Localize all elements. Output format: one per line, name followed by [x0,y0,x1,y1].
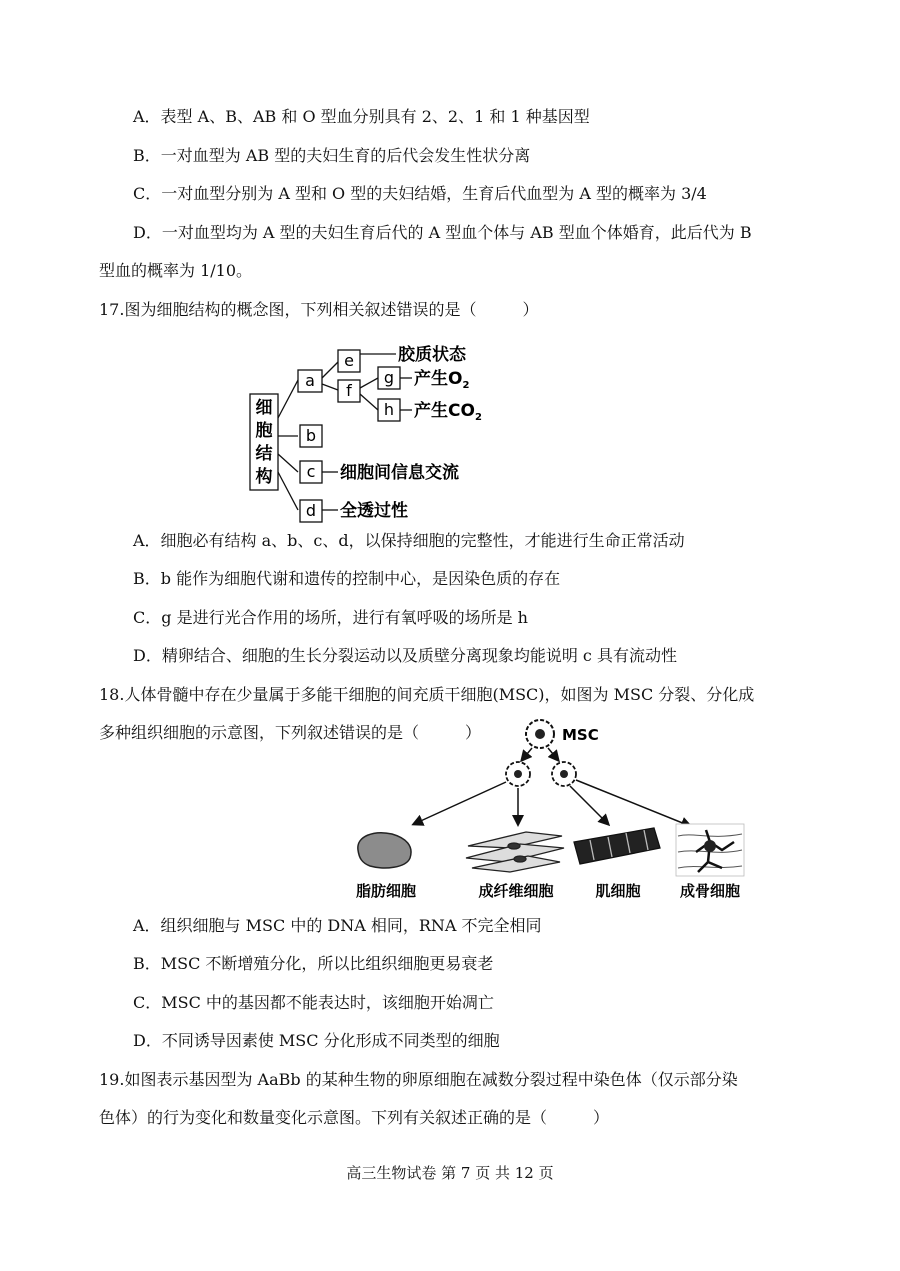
letter-f: f [346,381,352,400]
letter-g: g [383,368,395,387]
q18-stem-line2: 多种组织细胞的示意图，下列叙述错误的是（ ） [99,723,482,742]
root-char-3: 结 [255,444,273,464]
label-muscle-cell: 肌细胞 [595,882,641,900]
letter-b: b [305,426,317,445]
daughter-cell-right-icon [552,762,576,786]
label-h [414,400,482,423]
label-h-text: 产生CO [414,401,475,421]
label-d: 全透过性 [340,501,408,521]
q17-stem: 17.图为细胞结构的概念图，下列相关叙述错误的是（ ） [99,300,539,319]
label-fibroblast: 成纤维细胞 [478,882,554,900]
msc-cell-icon [526,720,554,748]
q16-option-d-line1: D．一对血型均为 A 型的夫妇生育后代的 A 型血个体与 AB 型血个体婚育，此后代为 B [133,223,752,242]
q16-option-d-line2: 型血的概率为 1/10。 [99,261,253,280]
root-char-1: 细 [255,398,273,418]
root-char-4: 构 [255,467,273,487]
q17-option-a: A．细胞必有结构 a、b、c、d，以保持细胞的完整性，才能进行生命正常活动 [133,531,685,550]
letter-c: c [306,462,316,481]
letter-d: d [305,501,317,520]
q16-option-b: B．一对血型为 AB 型的夫妇生育的后代会发生性状分离 [133,146,531,165]
fibroblast-icon [466,832,564,872]
cell-structure-concept-diagram [240,338,520,528]
q18-option-d: D．不同诱导因素使 MSC 分化形成不同类型的细胞 [133,1031,500,1050]
adipocyte-icon [358,833,411,868]
label-e: 胶质状态 [398,345,466,365]
muscle-cell-icon [574,828,660,864]
label-c: 细胞间信息交流 [340,463,459,483]
osteocyte-icon [676,824,744,876]
msc-differentiation-diagram [350,712,770,912]
daughter-cell-left-icon [506,762,530,786]
q16-option-c: C．一对血型分别为 A 型和 O 型的夫妇结婚，生育后代血型为 A 型的概率为 3/4 [133,184,707,203]
msc-label: MSC [562,726,599,744]
q17-option-b: B．b 能作为细胞代谢和遗传的控制中心，是因染色质的存在 [133,569,561,588]
q18-option-c: C．MSC 中的基因都不能表达时，该细胞开始凋亡 [133,993,494,1012]
q19-stem-line2: 色体）的行为变化和数量变化示意图。下列有关叙述正确的是（ ） [99,1108,610,1127]
label-osteocyte: 成骨细胞 [679,882,741,900]
q19-stem-line1: 19.如图表示基因型为 AaBb 的某种生物的卵原细胞在减数分裂过程中染色体（仅示部分染 [99,1070,738,1089]
label-g-text: 产生O [414,369,463,389]
q18-option-b: B．MSC 不断增殖分化，所以比组织细胞更易衰老 [133,954,494,973]
q17-option-d: D．精卵结合、细胞的生长分裂运动以及质壁分离现象均能说明 c 具有流动性 [133,646,677,665]
letter-e: e [344,351,354,370]
label-g-subscript: 2 [462,380,470,391]
label-adipocyte: 脂肪细胞 [355,882,417,900]
q16-option-a: A．表型 A、B、AB 和 O 型血分别具有 2、2、1 和 1 种基因型 [133,107,590,126]
q18-stem-line1: 18.人体骨髓中存在少量属于多能干细胞的间充质干细胞(MSC)，如图为 MSC 分裂、分化成 [99,685,755,704]
page-footer: 高三生物试卷 第 7 页 共 12 页 [346,1164,554,1182]
label-g [414,368,469,391]
letter-a: a [305,371,315,390]
root-char-2: 胞 [255,421,273,441]
q17-option-c: C．g 是进行光合作用的场所，进行有氧呼吸的场所是 h [133,608,528,627]
q18-option-a: A．组织细胞与 MSC 中的 DNA 相同，RNA 不完全相同 [133,916,542,935]
letter-h: h [383,400,395,419]
label-h-subscript: 2 [474,412,482,423]
